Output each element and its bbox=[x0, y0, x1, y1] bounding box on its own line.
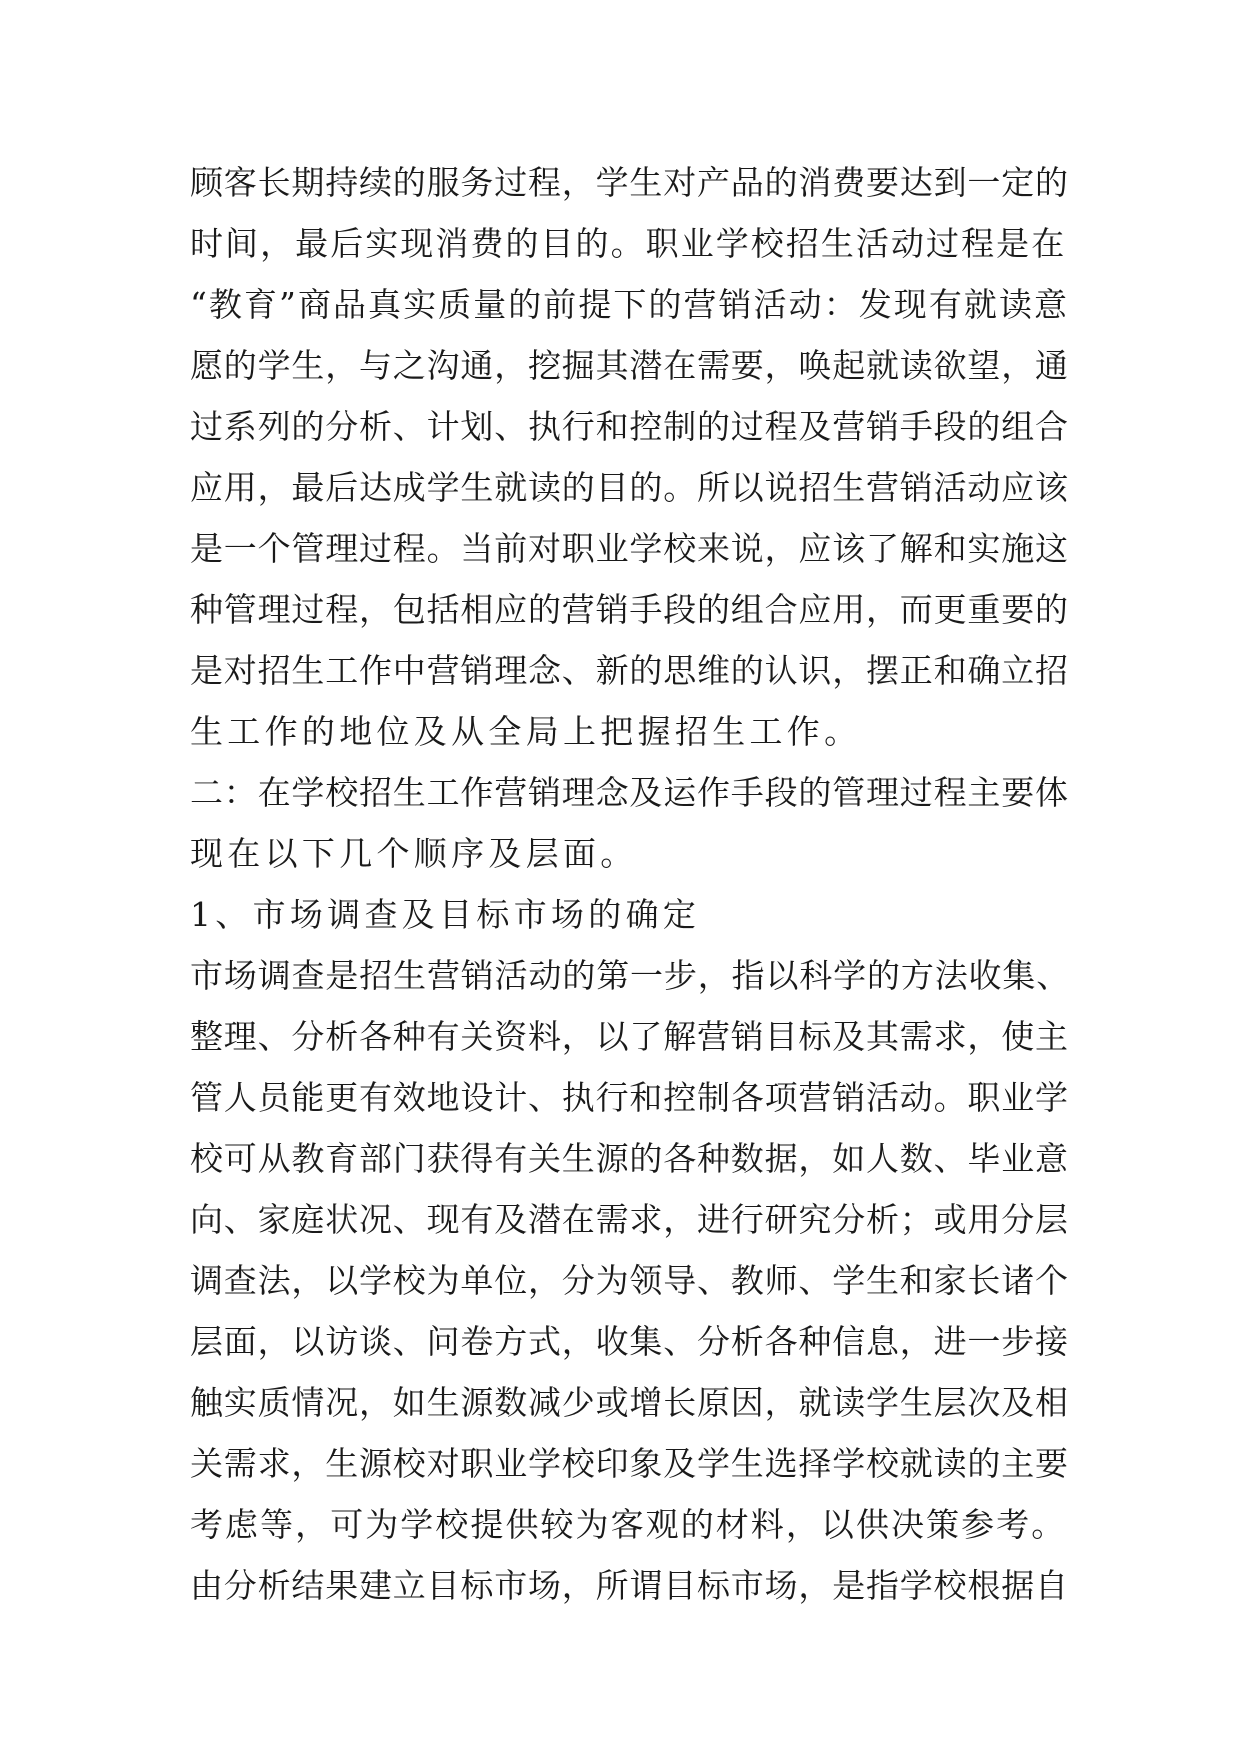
text-line: 管人员能更有效地设计、执行和控制各项营销活动。职业学 bbox=[190, 1078, 1069, 1117]
text-line: 向、家庭状况、现有及潜在需求，进行研究分析；或用分层 bbox=[190, 1200, 1069, 1239]
subsection-heading: 1、市场调查及目标市场的确定 bbox=[190, 895, 701, 934]
text-line: 层面，以访谈、问卷方式，收集、分析各种信息，进一步接 bbox=[190, 1322, 1069, 1361]
text-line: “教育”商品真实质量的前提下的营销活动：发现有就读意 bbox=[190, 285, 1070, 324]
text-line: 种管理过程，包括相应的营销手段的组合应用，而更重要的 bbox=[190, 590, 1069, 629]
text-line: 考虑等，可为学校提供较为客观的材料，以供决策参考。 bbox=[190, 1505, 1067, 1544]
text-line: 是一个管理过程。当前对职业学校来说，应该了解和实施这 bbox=[190, 529, 1069, 568]
text-line: 关需求，生源校对职业学校印象及学生选择学校就读的主要 bbox=[190, 1444, 1069, 1483]
text-line: 时间，最后实现消费的目的。职业学校招生活动过程是在 bbox=[190, 224, 1067, 263]
text-line: 整理、分析各种有关资料，以了解营销目标及其需求，使主 bbox=[190, 1017, 1069, 1056]
text-line: 是对招生工作中营销理念、新的思维的认识，摆正和确立招 bbox=[190, 651, 1069, 690]
section-heading: 二：在学校招生工作营销理念及运作手段的管理过程主要体 bbox=[190, 773, 1069, 812]
body-text bbox=[190, 152, 1070, 1616]
text-line: 调查法，以学校为单位，分为领导、教师、学生和家长诸个 bbox=[190, 1261, 1069, 1300]
text-line: 顾客长期持续的服务过程，学生对产品的消费要达到一定的 bbox=[190, 163, 1069, 202]
text-line: 应用，最后达成学生就读的目的。所以说招生营销活动应该 bbox=[190, 468, 1069, 507]
text-line: 生工作的地位及从全局上把握招生工作。 bbox=[190, 712, 862, 751]
text-line: 市场调查是招生营销活动的第一步，指以科学的方法收集、 bbox=[190, 956, 1071, 995]
section-heading: 现在以下几个顺序及层面。 bbox=[190, 834, 638, 873]
text-line: 触实质情况，如生源数减少或增长原因，就读学生层次及相 bbox=[190, 1383, 1069, 1422]
text-line: 过系列的分析、计划、执行和控制的过程及营销手段的组合 bbox=[190, 407, 1069, 446]
text-line: 由分析结果建立目标市场，所谓目标市场，是指学校根据自 bbox=[190, 1566, 1069, 1605]
text-line: 校可从教育部门获得有关生源的各种数据，如人数、毕业意 bbox=[190, 1139, 1069, 1178]
text-line: 愿的学生，与之沟通，挖掘其潜在需要，唤起就读欲望，通 bbox=[190, 346, 1069, 385]
